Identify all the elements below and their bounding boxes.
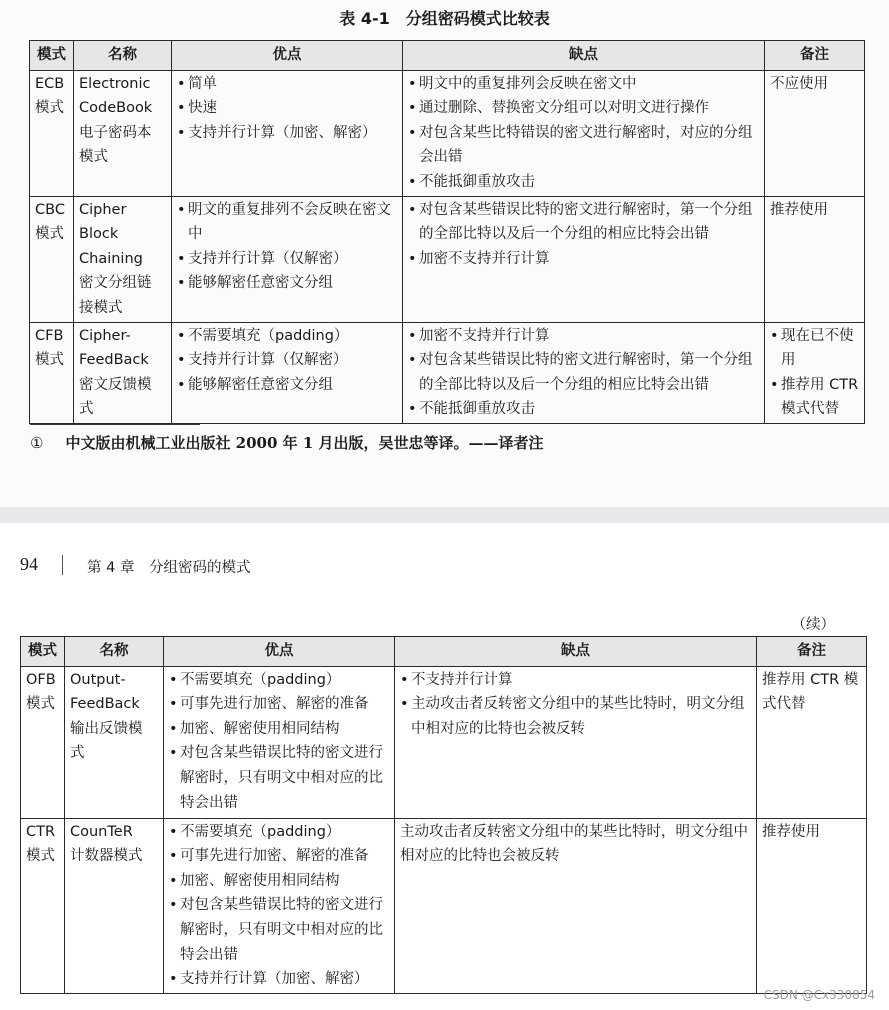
note-cell: 推荐使用 bbox=[757, 818, 867, 993]
list-item: • 能够解密任意密文分组 bbox=[177, 271, 397, 296]
name-cell: Electronic CodeBook 电子密码本 模式 bbox=[74, 70, 172, 196]
footnote-text: 中文版由机械工业出版社 2000 年 1 月出版，吴世忠等译。——译者注 bbox=[65, 434, 544, 452]
list-item: • 明文中的重复排列会反映在密文中 bbox=[408, 72, 759, 97]
cons-cell: 主动攻击者反转密文分组中的某些比特时，明文分组中相对应的比特也会被反转 bbox=[395, 818, 757, 993]
continued-label: （续） bbox=[791, 617, 835, 633]
list-item: • 加密、解密使用相同结构 bbox=[169, 869, 389, 894]
mode-comparison-table-continued bbox=[20, 636, 867, 994]
pros-cell bbox=[164, 666, 395, 818]
list-item: • 简单 bbox=[177, 72, 397, 97]
list-item: • 通过删除、替换密文分组可以对明文进行操作 bbox=[408, 96, 759, 121]
list-item: • 快速 bbox=[177, 96, 397, 121]
list-item: • 对包含某些错误比特的密文进行解密时，第一个分组的全部比特以及后一个分组的相应比特会出错 bbox=[408, 198, 759, 247]
table-row bbox=[21, 818, 867, 993]
name-cell: Output- FeedBack 输出反馈模 式 bbox=[65, 666, 164, 818]
chapter-title: 第 4 章 分组密码的模式 bbox=[87, 560, 251, 576]
page-bottom bbox=[0, 523, 889, 1010]
table-header-row bbox=[21, 637, 867, 667]
list-item: • 加密不支持并行计算 bbox=[408, 247, 759, 272]
pros-cell bbox=[172, 196, 403, 322]
list-item: • 可事先进行加密、解密的准备 bbox=[169, 844, 389, 869]
cons-cell bbox=[403, 196, 765, 322]
header-note: 备注 bbox=[765, 41, 865, 71]
table-row bbox=[21, 666, 867, 818]
list-item: • 对包含某些比特错误的密文进行解密时，对应的分组会出错 bbox=[408, 121, 759, 170]
pros-cell bbox=[164, 818, 395, 993]
note-cell: 推荐用 CTR 模式代替 bbox=[757, 666, 867, 818]
table-row bbox=[30, 196, 865, 322]
list-item: • 主动攻击者反转密文分组中的某些比特时，明文分组中相对应的比特也会被反转 bbox=[400, 692, 751, 741]
name-cell: Cipher Block Chaining 密文分组链 接模式 bbox=[74, 196, 172, 322]
footnote bbox=[30, 432, 544, 453]
watermark: CSDN @Cx330854 bbox=[763, 988, 875, 1002]
header-mode: 模式 bbox=[21, 637, 65, 667]
mode-cell: ECB 模式 bbox=[30, 70, 74, 196]
list-item: • 明文的重复排列不会反映在密文中 bbox=[177, 198, 397, 247]
table-row bbox=[30, 322, 865, 423]
name-cell: Cipher- FeedBack 密文反馈模 式 bbox=[74, 322, 172, 423]
header-name: 名称 bbox=[74, 41, 172, 71]
note-cell: 推荐使用 bbox=[765, 196, 865, 322]
list-item: • 不需要填充（padding） bbox=[177, 324, 397, 349]
list-item: • 不能抵御重放攻击 bbox=[408, 170, 759, 195]
cons-cell bbox=[395, 666, 757, 818]
page-number: 94 bbox=[20, 554, 38, 574]
header-cons: 缺点 bbox=[395, 637, 757, 667]
header-mode: 模式 bbox=[30, 41, 74, 71]
page-divider bbox=[0, 507, 889, 523]
table-header-row bbox=[30, 41, 865, 71]
header-pros: 优点 bbox=[164, 637, 395, 667]
list-item: • 可事先进行加密、解密的准备 bbox=[169, 692, 389, 717]
cons-cell bbox=[403, 322, 765, 423]
note-cell bbox=[765, 322, 865, 423]
list-item: • 对包含某些错误比特的密文进行解密时，只有明文中相对应的比特会出错 bbox=[169, 893, 389, 967]
list-item: • 不需要填充（padding） bbox=[169, 820, 389, 845]
mode-comparison-table bbox=[29, 40, 865, 424]
header-pros: 优点 bbox=[172, 41, 403, 71]
note-cell: 不应使用 bbox=[765, 70, 865, 196]
mode-cell: CFB 模式 bbox=[30, 322, 74, 423]
header-name: 名称 bbox=[65, 637, 164, 667]
header-cons: 缺点 bbox=[403, 41, 765, 71]
header-note: 备注 bbox=[757, 637, 867, 667]
footnote-mark: ① bbox=[30, 434, 44, 452]
pros-cell bbox=[172, 70, 403, 196]
mode-cell: CTR 模式 bbox=[21, 818, 65, 993]
table-row bbox=[30, 70, 865, 196]
list-item: • 推荐用 CTR 模式代替 bbox=[770, 373, 859, 422]
mode-cell: CBC 模式 bbox=[30, 196, 74, 322]
list-item: • 支持并行计算（仅解密） bbox=[177, 247, 397, 272]
table-title: 表 4-1 分组密码模式比较表 bbox=[339, 9, 550, 28]
pros-cell bbox=[172, 322, 403, 423]
mode-cell: OFB 模式 bbox=[21, 666, 65, 818]
list-item: • 支持并行计算（加密、解密） bbox=[169, 967, 389, 992]
list-item: • 对包含某些错误比特的密文进行解密时，第一个分组的全部比特以及后一个分组的相应比特会出错 bbox=[408, 348, 759, 397]
list-item: • 能够解密任意密文分组 bbox=[177, 373, 397, 398]
list-item: • 对包含某些错误比特的密文进行解密时，只有明文中相对应的比特会出错 bbox=[169, 741, 389, 815]
list-item: • 不能抵御重放攻击 bbox=[408, 397, 759, 422]
cons-cell bbox=[403, 70, 765, 196]
list-item: • 不支持并行计算 bbox=[400, 668, 751, 693]
list-item: • 加密、解密使用相同结构 bbox=[169, 717, 389, 742]
list-item: • 支持并行计算（加密、解密） bbox=[177, 121, 397, 146]
footnote-rule bbox=[30, 424, 200, 425]
list-item: • 加密不支持并行计算 bbox=[408, 324, 759, 349]
header-divider bbox=[62, 555, 63, 575]
list-item: • 不需要填充（padding） bbox=[169, 668, 389, 693]
list-item: • 支持并行计算（仅解密） bbox=[177, 348, 397, 373]
list-item: • 现在已不使用 bbox=[770, 324, 859, 373]
name-cell: CounTeR 计数器模式 bbox=[65, 818, 164, 993]
